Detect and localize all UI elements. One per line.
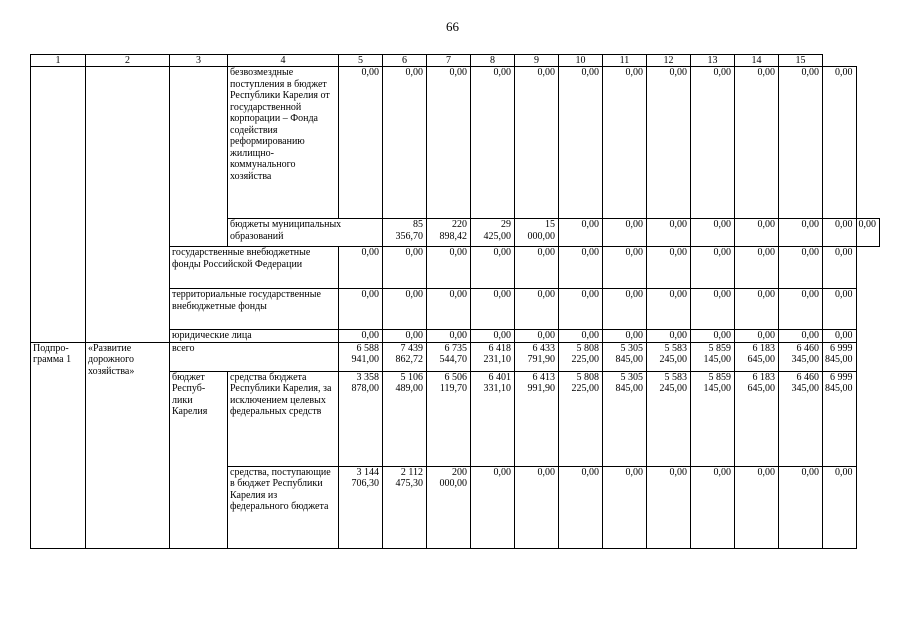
value-cell: 0,00 bbox=[691, 67, 735, 219]
value-part: 6 433 bbox=[532, 342, 555, 354]
value-part: 645,00 bbox=[747, 354, 775, 365]
value-part: 862,72 bbox=[395, 354, 423, 365]
value-cell: 0,00 bbox=[603, 289, 647, 330]
value-cell: 0,00 bbox=[471, 289, 515, 330]
value-part: 220 bbox=[452, 219, 467, 230]
value-cell bbox=[823, 371, 857, 466]
page-number: 66 bbox=[446, 19, 459, 34]
value-cell bbox=[603, 342, 647, 371]
value-cell bbox=[515, 371, 559, 466]
value-cell bbox=[383, 342, 427, 371]
value-cell: 0,00 bbox=[779, 330, 823, 343]
value-cell: 0,00 bbox=[735, 289, 779, 330]
column-header: 14 bbox=[735, 55, 779, 67]
value-cell: 0,00 bbox=[339, 330, 383, 343]
value-part: 6 506 bbox=[444, 371, 467, 383]
value-part: 845,00 bbox=[615, 383, 643, 394]
value-cell: 0,00 bbox=[515, 330, 559, 343]
value-part: 6 735 bbox=[444, 342, 467, 354]
value-part: 200 bbox=[452, 466, 467, 478]
value-part: 3 144 bbox=[356, 466, 379, 478]
value-cell: 0,00 bbox=[735, 67, 779, 219]
value-cell: 0,00 bbox=[383, 330, 427, 343]
column-header: 10 bbox=[559, 55, 603, 67]
value-part: 791,90 bbox=[527, 354, 555, 365]
value-part: 845,00 bbox=[825, 354, 853, 365]
value-part: 345,00 bbox=[791, 354, 819, 365]
column-header: 5 bbox=[339, 55, 383, 67]
value-part: 489,00 bbox=[395, 383, 423, 394]
value-part: 245,00 bbox=[659, 383, 687, 394]
value-part: 475,30 bbox=[395, 478, 423, 489]
value-part: 7 439 bbox=[400, 342, 423, 354]
value-cell: 0,00 bbox=[603, 247, 647, 289]
value-part: 6 418 bbox=[488, 342, 511, 354]
value-cell bbox=[383, 466, 427, 548]
value-part: 225,00 bbox=[571, 383, 599, 394]
value-cell bbox=[471, 342, 515, 371]
value-cell: 0,00 bbox=[515, 466, 559, 548]
value-cell: 0,00 bbox=[647, 289, 691, 330]
value-part: 6 588 bbox=[356, 342, 379, 354]
value-part: 245,00 bbox=[659, 354, 687, 365]
table-header-row bbox=[31, 55, 880, 67]
value-cell: 0,00 bbox=[427, 247, 471, 289]
value-cell bbox=[383, 371, 427, 466]
value-part: 356,70 bbox=[395, 230, 423, 242]
value-part: 6 460 bbox=[796, 342, 819, 354]
value-part: 6 460 bbox=[796, 371, 819, 383]
budget-label: бюджет Респуб-лики Карелия bbox=[170, 371, 228, 548]
value-part: 145,00 bbox=[703, 354, 731, 365]
column-header: 8 bbox=[471, 55, 515, 67]
value-part: 5 808 bbox=[576, 371, 599, 383]
value-cell: 0,00 bbox=[383, 247, 427, 289]
value-cell: 0,00 bbox=[559, 67, 603, 219]
value-cell: 0,00 bbox=[427, 330, 471, 343]
value-part: 898,42 bbox=[439, 230, 467, 242]
column-header: 13 bbox=[691, 55, 735, 67]
value-part: 5 859 bbox=[708, 342, 731, 354]
value-cell bbox=[515, 219, 559, 247]
value-part: 941,00 bbox=[351, 354, 379, 365]
column-header: 11 bbox=[603, 55, 647, 67]
value-cell: 0,00 bbox=[339, 247, 383, 289]
value-cell: 0,00 bbox=[779, 67, 823, 219]
column-header: 6 bbox=[383, 55, 427, 67]
value-cell bbox=[735, 342, 779, 371]
value-cell bbox=[339, 371, 383, 466]
value-cell bbox=[427, 342, 471, 371]
value-cell: 0,00 bbox=[471, 466, 515, 548]
column-header: 15 bbox=[779, 55, 823, 67]
row-label: территориальные государственные внебюджетные фонды bbox=[170, 289, 339, 330]
value-part: 645,00 bbox=[747, 383, 775, 394]
column-header: 1 bbox=[31, 55, 86, 67]
value-cell: 0,00 bbox=[515, 67, 559, 219]
table-row bbox=[31, 342, 880, 371]
value-part: 5 305 bbox=[620, 371, 643, 383]
cell-empty bbox=[86, 67, 170, 343]
value-cell: 0,00 bbox=[779, 289, 823, 330]
table-row bbox=[31, 67, 880, 219]
value-part: 29 bbox=[501, 219, 511, 230]
value-cell: 0,00 bbox=[647, 330, 691, 343]
value-cell: 0,00 bbox=[823, 67, 857, 219]
value-part: 231,10 bbox=[483, 354, 511, 365]
value-cell: 0,00 bbox=[471, 67, 515, 219]
value-cell: 0,00 bbox=[735, 330, 779, 343]
value-cell: 0,00 bbox=[427, 289, 471, 330]
row-label: средства, поступающие в бюджет Республики Карелия из федерального бюджета bbox=[228, 466, 339, 548]
value-cell bbox=[383, 219, 427, 247]
value-cell: 0,00 bbox=[471, 247, 515, 289]
value-cell: 0,00 bbox=[735, 466, 779, 548]
value-part: 6 999 bbox=[830, 342, 853, 354]
value-cell: 0,00 bbox=[647, 67, 691, 219]
cell-empty bbox=[170, 67, 228, 247]
value-part: 85 bbox=[413, 219, 423, 230]
value-cell: 0,00 bbox=[383, 289, 427, 330]
column-header: 2 bbox=[86, 55, 170, 67]
value-cell: 0,00 bbox=[735, 219, 779, 247]
value-part: 6 401 bbox=[488, 371, 511, 383]
value-part: 345,00 bbox=[791, 383, 819, 394]
value-part: 425,00 bbox=[483, 230, 511, 242]
column-header: 3 bbox=[170, 55, 228, 67]
value-cell bbox=[559, 342, 603, 371]
value-part: 5 305 bbox=[620, 342, 643, 354]
value-cell: 0,00 bbox=[691, 219, 735, 247]
value-cell: 0,00 bbox=[691, 289, 735, 330]
subprogram-name: «Развитие дорожного хозяйства» bbox=[86, 342, 170, 548]
value-cell: 0,00 bbox=[603, 67, 647, 219]
value-part: 6 999 bbox=[830, 371, 853, 383]
value-cell bbox=[427, 466, 471, 548]
value-part: 225,00 bbox=[571, 354, 599, 365]
column-header: 4 bbox=[228, 55, 339, 67]
column-header: 12 bbox=[647, 55, 691, 67]
value-cell bbox=[427, 219, 471, 247]
value-part: 2 112 bbox=[400, 466, 423, 478]
value-cell bbox=[471, 371, 515, 466]
value-part: 15 bbox=[545, 219, 555, 230]
value-part: 878,00 bbox=[351, 383, 379, 394]
value-part: 6 183 bbox=[752, 342, 775, 354]
value-cell: 0,00 bbox=[515, 247, 559, 289]
value-cell: 0,00 bbox=[735, 247, 779, 289]
value-cell: 0,00 bbox=[559, 219, 603, 247]
value-cell: 0,00 bbox=[471, 330, 515, 343]
value-cell bbox=[515, 342, 559, 371]
value-part: 6 183 bbox=[752, 371, 775, 383]
row-label: бюджеты муниципальных образований bbox=[228, 219, 383, 247]
value-cell bbox=[471, 219, 515, 247]
value-cell: 0,00 bbox=[647, 219, 691, 247]
value-cell: 0,00 bbox=[647, 247, 691, 289]
value-cell: 0,00 bbox=[647, 466, 691, 548]
row-label: средства бюджета Республики Карелия, за исключением целевых федеральных средств bbox=[228, 371, 339, 466]
value-cell: 0,00 bbox=[823, 247, 857, 289]
value-part: 145,00 bbox=[703, 383, 731, 394]
value-cell bbox=[427, 371, 471, 466]
value-part: 000,00 bbox=[527, 230, 555, 242]
value-cell: 0,00 bbox=[603, 330, 647, 343]
row-label: всего bbox=[170, 342, 339, 371]
value-part: 000,00 bbox=[439, 478, 467, 489]
value-part: 119,70 bbox=[439, 383, 467, 394]
value-cell bbox=[691, 371, 735, 466]
value-cell: 0,00 bbox=[823, 289, 857, 330]
value-cell: 0,00 bbox=[779, 247, 823, 289]
value-cell: 0,00 bbox=[691, 466, 735, 548]
value-cell: 0,00 bbox=[427, 67, 471, 219]
value-cell bbox=[603, 371, 647, 466]
row-label: юридические лица bbox=[170, 330, 339, 343]
value-cell bbox=[559, 371, 603, 466]
value-cell: 0,00 bbox=[559, 289, 603, 330]
cell-empty bbox=[31, 67, 86, 343]
value-part: 544,70 bbox=[439, 354, 467, 365]
value-cell bbox=[779, 342, 823, 371]
value-part: 6 413 bbox=[532, 371, 555, 383]
value-cell: 0,00 bbox=[779, 219, 823, 247]
value-part: 845,00 bbox=[825, 383, 853, 394]
value-cell: 0,00 bbox=[603, 466, 647, 548]
value-cell bbox=[647, 342, 691, 371]
value-cell: 0,00 bbox=[339, 67, 383, 219]
value-cell: 0,00 bbox=[823, 466, 857, 548]
value-cell: 0,00 bbox=[856, 219, 880, 247]
value-cell bbox=[339, 342, 383, 371]
budget-table bbox=[30, 54, 880, 549]
value-part: 3 358 bbox=[356, 371, 379, 383]
value-part: 991,90 bbox=[527, 383, 555, 394]
value-part: 706,30 bbox=[351, 478, 379, 489]
subprogram-code: Подпро-грамма 1 bbox=[31, 342, 86, 548]
column-header: 9 bbox=[515, 55, 559, 67]
value-cell: 0,00 bbox=[339, 289, 383, 330]
value-part: 5 808 bbox=[576, 342, 599, 354]
value-cell: 0,00 bbox=[603, 219, 647, 247]
value-cell: 0,00 bbox=[515, 289, 559, 330]
row-label: безвозмездные поступления в бюджет Республики Карелия от государственной корпорации – Фонда содействия реформированию жилищно-коммунального хозяйства bbox=[228, 67, 339, 219]
value-cell: 0,00 bbox=[559, 466, 603, 548]
value-part: 845,00 bbox=[615, 354, 643, 365]
value-cell: 0,00 bbox=[823, 219, 857, 247]
value-part: 5 859 bbox=[708, 371, 731, 383]
value-cell bbox=[823, 342, 857, 371]
column-header: 7 bbox=[427, 55, 471, 67]
value-cell: 0,00 bbox=[691, 247, 735, 289]
value-cell: 0,00 bbox=[559, 247, 603, 289]
value-part: 331,10 bbox=[483, 383, 511, 394]
value-cell bbox=[339, 466, 383, 548]
row-label: государственные внебюджетные фонды Российской Федерации bbox=[170, 247, 339, 289]
value-cell: 0,00 bbox=[823, 330, 857, 343]
value-cell: 0,00 bbox=[691, 330, 735, 343]
value-cell: 0,00 bbox=[383, 67, 427, 219]
value-part: 5 106 bbox=[400, 371, 423, 383]
value-cell bbox=[647, 371, 691, 466]
value-cell bbox=[691, 342, 735, 371]
value-cell bbox=[779, 371, 823, 466]
value-part: 5 583 bbox=[664, 342, 687, 354]
value-part: 5 583 bbox=[664, 371, 687, 383]
value-cell: 0,00 bbox=[559, 330, 603, 343]
value-cell bbox=[735, 371, 779, 466]
value-cell: 0,00 bbox=[779, 466, 823, 548]
